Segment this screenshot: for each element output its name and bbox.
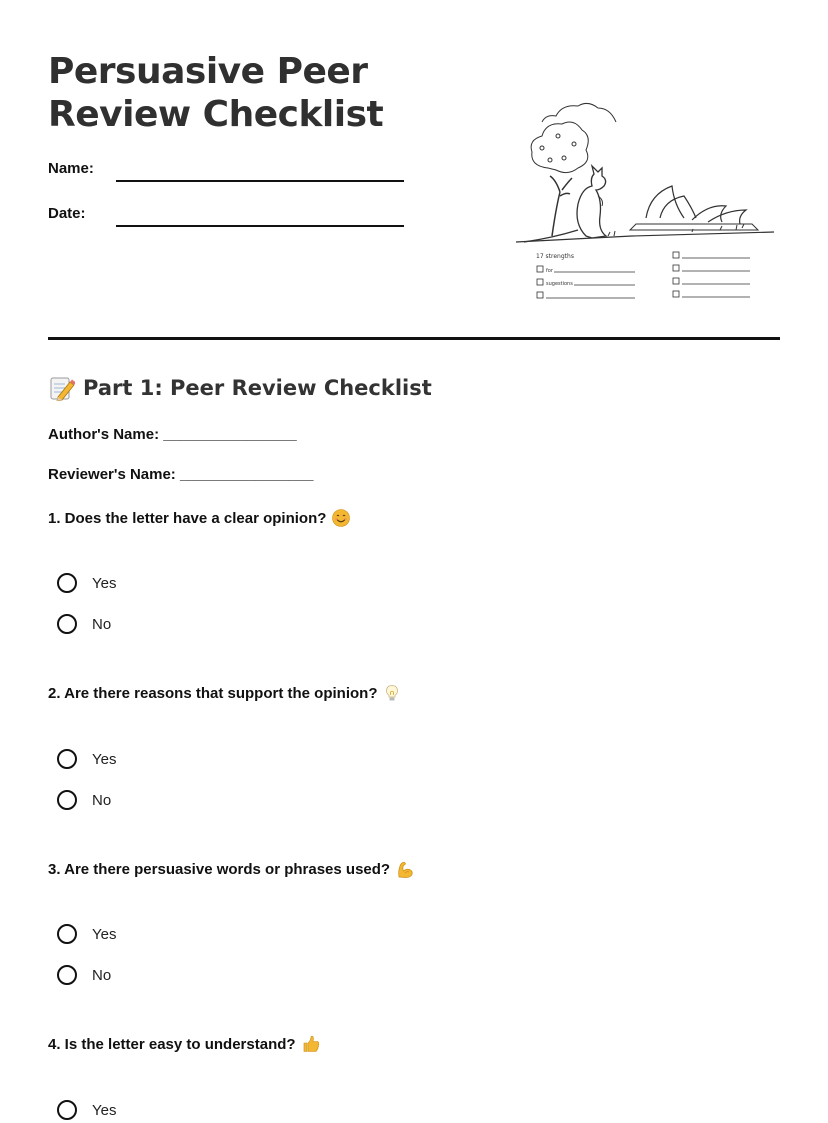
thumbs-up-icon <box>302 1035 320 1053</box>
name-input-line[interactable] <box>116 180 404 182</box>
section-divider <box>48 337 780 340</box>
q2-no-radio[interactable] <box>57 790 77 810</box>
q4-yes-label: Yes <box>92 1101 117 1119</box>
q1-no-label: No <box>92 615 112 633</box>
question-3 <box>48 860 414 878</box>
q1-option-no[interactable] <box>57 611 111 637</box>
name-field <box>48 160 408 184</box>
date-input-line[interactable] <box>116 225 404 227</box>
q3-yes-radio[interactable] <box>57 924 77 944</box>
smiling-face-icon <box>332 509 350 527</box>
question-1 <box>48 509 350 527</box>
date-label: Date: <box>48 205 86 222</box>
lightbulb-icon <box>383 684 401 702</box>
kangaroo-opera-house-illustration <box>512 96 782 308</box>
name-label: Name: <box>48 160 94 177</box>
q1-option-yes[interactable] <box>57 570 116 596</box>
illus-for-text: for <box>546 268 553 274</box>
q2-option-yes[interactable] <box>57 746 116 772</box>
question-1-text: 1. Does the letter have a clear opinion? <box>48 509 327 527</box>
q4-yes-radio[interactable] <box>57 1100 77 1120</box>
q2-no-label: No <box>92 791 112 809</box>
question-2 <box>48 684 401 702</box>
question-4 <box>48 1035 320 1053</box>
q3-no-label: No <box>92 966 112 984</box>
question-4-text: 4. Is the letter easy to understand? <box>48 1035 296 1053</box>
q3-option-yes[interactable] <box>57 921 116 947</box>
page-title: Persuasive Peer Review Checklist <box>48 51 384 135</box>
question-3-text: 3. Are there persuasive words or phrases used? <box>48 860 391 878</box>
flexed-biceps-icon <box>396 860 414 878</box>
memo-pencil-icon <box>48 374 75 401</box>
q3-option-no[interactable] <box>57 962 111 988</box>
author-name-line[interactable]: Author's Name: ________________ <box>48 426 297 443</box>
q3-yes-label: Yes <box>92 925 117 943</box>
part1-heading-text: Part 1: Peer Review Checklist <box>83 375 432 400</box>
illus-strengths-text: 17 strengths <box>536 253 574 260</box>
q2-yes-radio[interactable] <box>57 749 77 769</box>
q1-yes-radio[interactable] <box>57 573 77 593</box>
q1-yes-label: Yes <box>92 574 117 592</box>
reviewer-name-line[interactable]: Reviewer's Name: ________________ <box>48 466 314 483</box>
q2-option-no[interactable] <box>57 787 111 813</box>
q2-yes-label: Yes <box>92 750 117 768</box>
question-2-text: 2. Are there reasons that support the opinion? <box>48 684 378 702</box>
q4-option-yes[interactable] <box>57 1097 116 1123</box>
date-field <box>48 205 408 229</box>
part1-heading <box>48 374 432 401</box>
illus-suggestions-text: sugestions <box>546 281 573 287</box>
q3-no-radio[interactable] <box>57 965 77 985</box>
q1-no-radio[interactable] <box>57 614 77 634</box>
